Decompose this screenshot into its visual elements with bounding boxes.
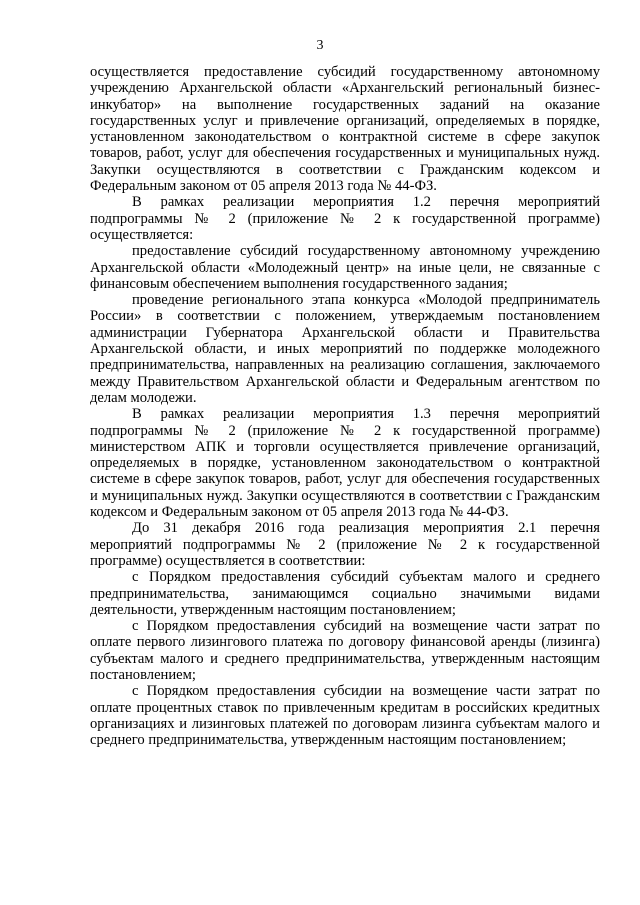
paragraph: проведение регионального этапа конкурса «Молодой предприниматель России» в соответствии с положением, утверждаемым постановлением администрации Губернатора Архангельской области и Правительства Архангельской области, и иных мероприятий по поддержке молодежного предпринимательства, направленных на реализацию соглашения, заключаемого между Правительством Архангельской области и Федеральным агентством по делам молодежи. (90, 292, 600, 406)
paragraph: с Порядком предоставления субсидий субъектам малого и среднего предпринимательства, занимающимся социально значимыми видами деятельности, утвержденным настоящим постановлением; (90, 569, 600, 618)
paragraph: В рамках реализации мероприятия 1.3 перечня мероприятий подпрограммы № 2 (приложение № 2 к государственной программе) министерством АПК и торговли осуществляется привлечение организаций, определяемых в порядке, установленном законодательством о контрактной системе в сфере закупок товаров, работ, услуг для обеспечения государственных и муниципальных нужд. Закупки осуществляются в соответствии с Гражданским кодексом и Федеральным законом от 05 апреля 2013 года № 44-ФЗ. (90, 406, 600, 521)
document-body (90, 64, 600, 748)
paragraph: с Порядком предоставления субсидий на возмещение части затрат по оплате первого лизингового платежа по договору финансовой аренды (лизинга) субъектам малого и среднего предпринимательства, утвержденным настоящим постановлением; (90, 618, 600, 683)
paragraph: предоставление субсидий государственному автономному учреждению Архангельской области «Молодежный центр» на иные цели, не связанные с финансовым обеспечением выполнения государственного задания; (90, 243, 600, 292)
paragraph: осуществляется предоставление субсидий государственному автономному учреждению Архангельской области «Архангельский региональный бизнес-инкубатор» на выполнение государственных заданий на оказание государственных услуг и привлечение организаций, определяемых в порядке, установленном законодательством о контрактной системе в сфере закупок товаров, работ, услуг для обеспечения государственных и муниципальных нужд. Закупки осуществляются в соответствии с Гражданским кодексом и Федеральным законом от 05 апреля 2013 года № 44-ФЗ. (90, 64, 600, 195)
paragraph: До 31 декабря 2016 года реализация мероприятия 2.1 перечня мероприятий подпрограммы № 2 (приложение № 2 к государственной программе) осуществляется в соответствии: (90, 520, 600, 569)
page-number: 3 (316, 38, 324, 53)
paragraph: с Порядком предоставления субсидии на возмещение части затрат по оплате процентных ставок по привлеченным кредитам в российских кредитных организациях и лизинговых платежей по договорам лизинга субъектам малого и среднего предпринимательства, утвержденным настоящим постановлением; (90, 683, 600, 749)
paragraph: В рамках реализации мероприятия 1.2 перечня мероприятий подпрограммы № 2 (приложение № 2 к государственной программе) осуществляется: (90, 194, 600, 243)
